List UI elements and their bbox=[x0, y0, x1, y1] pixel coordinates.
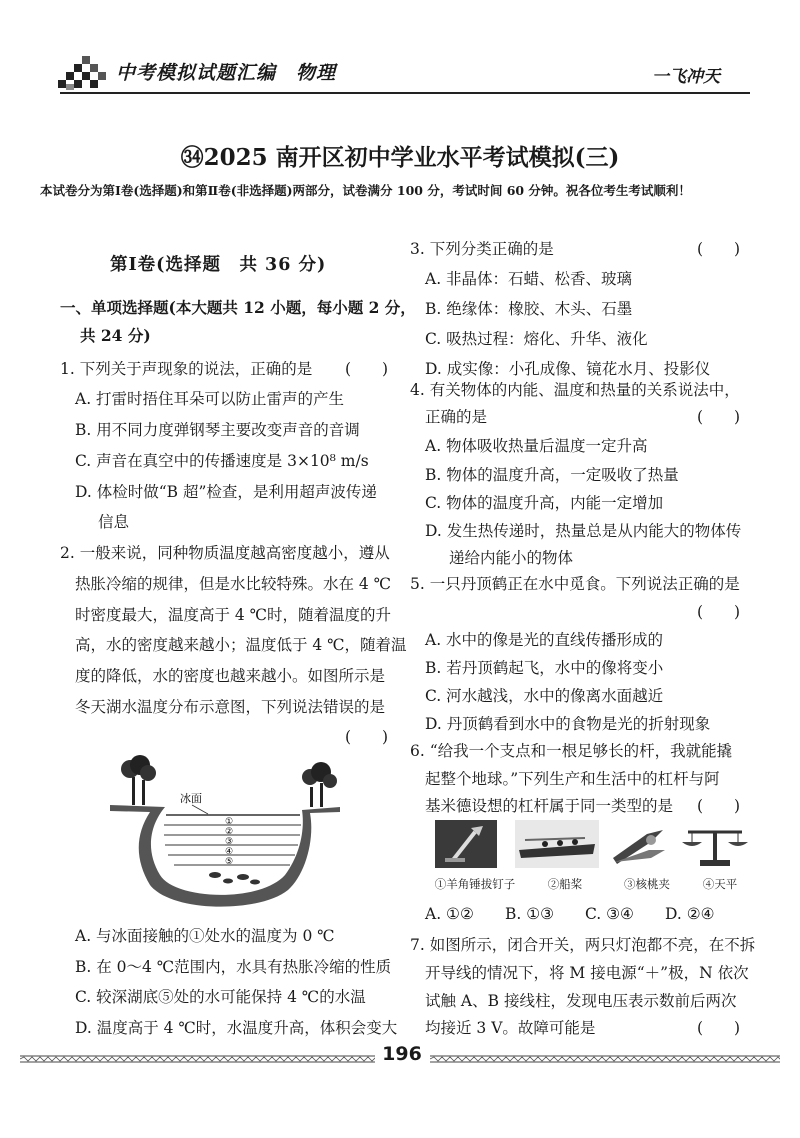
question-6-stem-line3: 基米德设想的杠杆属于同一类型的是 bbox=[425, 797, 674, 815]
question-7-stem-line1: 7. 如图所示，闭合开关，两只灯泡都不亮，在不拆 bbox=[410, 936, 756, 954]
q6-image-2-caption: ②船桨 bbox=[547, 877, 583, 891]
answer-paren-q4: ( ) bbox=[697, 408, 741, 426]
lake-temperature-figure bbox=[110, 755, 340, 910]
q3-option-b: B. 绝缘体：橡胶、木头、石墨 bbox=[425, 300, 633, 318]
question-7-stem-line3: 试触 A、B 接线柱，发现电压表示数前后两次 bbox=[425, 992, 737, 1010]
tree-right-icon bbox=[302, 762, 337, 807]
q3-option-c: C. 吸热过程：熔化、升华、液化 bbox=[425, 330, 648, 348]
q6-image-3-caption: ③核桃夹 bbox=[624, 877, 670, 891]
question-2-stem-line6: 冬天湖水温度分布示意图，下列说法错误的是 bbox=[75, 698, 386, 716]
section-heading: 第Ⅰ卷(选择题 共 36 分) bbox=[110, 255, 327, 275]
q4-option-d: D. 发生热传递时，热量总是从内能大的物体传 bbox=[425, 522, 742, 540]
q1-option-b: B. 用不同力度弹钢琴主要改变声音的音调 bbox=[75, 421, 360, 439]
question-7-stem-line4: 均接近 3 V。故障可能是 bbox=[425, 1019, 596, 1037]
q2-option-c: C. 较深湖底⑤处的水可能保持 4 ℃的水温 bbox=[75, 988, 366, 1006]
nutcracker-icon bbox=[607, 820, 669, 868]
layer-1-label: ① bbox=[224, 817, 234, 827]
question-2-stem-line4: 高，水的密度越来越小；温度低于 4 ℃，随着温 bbox=[75, 636, 407, 654]
question-2-stem-line2: 热胀冷缩的规律，但是水比较特殊。水在 4 ℃ bbox=[75, 575, 392, 593]
question-2-stem-line5: 度的降低，水的密度也越来越小。如图所示是 bbox=[75, 667, 386, 685]
q6-option-c: C. ③④ bbox=[585, 905, 634, 923]
q4-option-b: B. 物体的温度升高，一定吸收了热量 bbox=[425, 466, 679, 484]
q6-option-a: A. ①② bbox=[425, 905, 474, 923]
q6-image-4-caption: ④天平 bbox=[702, 877, 738, 891]
oar-image bbox=[515, 820, 590, 898]
claw-hammer-image bbox=[434, 820, 516, 898]
q4-option-c: C. 物体的温度升高，内能一定增加 bbox=[425, 494, 664, 512]
footer-border-right bbox=[430, 1055, 780, 1063]
q3-option-a: A. 非晶体：石蜡、松香、玻璃 bbox=[425, 270, 633, 288]
q5-option-c: C. 河水越浅，水中的像离水面越近 bbox=[425, 687, 664, 705]
q4-option-a: A. 物体吸收热量后温度一定升高 bbox=[425, 437, 648, 455]
q5-option-b: B. 若丹顶鹤起飞，水中的像将变小 bbox=[425, 659, 664, 677]
q5-option-d: D. 丹顶鹤看到水中的食物是光的折射现象 bbox=[425, 715, 711, 733]
boat-oar-icon bbox=[515, 820, 599, 868]
q1-option-d: D. 体检时做“B 超”检查，是利用超声波传递 bbox=[75, 483, 377, 501]
nutcracker-image bbox=[607, 820, 682, 898]
exam-title: ㉞2025 南开区初中学业水平考试模拟(三) bbox=[180, 144, 620, 171]
ice-surface-label: 冰面 bbox=[180, 793, 202, 805]
q3-option-d: D. 成实像：小孔成像、镜花水月、投影仪 bbox=[425, 360, 711, 378]
claw-hammer-icon bbox=[435, 820, 497, 868]
exam-notice: 本试卷分为第Ⅰ卷(选择题)和第Ⅱ卷(非选择题)两部分，试卷满分 100 分，考试时间 60 分钟。祝各位考生考试顺利！ bbox=[40, 183, 691, 198]
question-1-stem: 1. 下列关于声现象的说法，正确的是 bbox=[60, 360, 313, 378]
question-6-stem-line1: 6. “给我一个支点和一根足够长的杆，我就能撬 bbox=[410, 742, 733, 760]
layer-2-label: ② bbox=[224, 827, 234, 837]
question-4-stem-line1: 4. 有关物体的内能、温度和热量的关系说法中， bbox=[410, 381, 740, 399]
question-7-stem-line2: 开导线的情况下，将 M 接电源“＋”极，N 依次 bbox=[425, 964, 749, 982]
footer-border-left bbox=[20, 1055, 375, 1063]
header-checker-decoration bbox=[58, 56, 106, 92]
q2-option-b: B. 在 0～4 ℃范围内，水具有热胀冷缩的性质 bbox=[75, 958, 392, 976]
tree-left-icon bbox=[121, 755, 156, 805]
q6-option-d: D. ②④ bbox=[665, 905, 715, 923]
header-brand-logo: 一飞冲天 bbox=[652, 67, 720, 87]
q1-option-a: A. 打雷时捂住耳朵可以防止雷声的产生 bbox=[75, 390, 345, 408]
q6-image-1-caption: ①羊角锤拔钉子 bbox=[434, 877, 516, 891]
layer-4-label: ④ bbox=[224, 847, 234, 857]
q2-option-a: A. 与冰面接触的①处水的温度为 0 ℃ bbox=[75, 927, 335, 945]
question-4-stem-line2: 正确的是 bbox=[425, 408, 488, 426]
section-subheading-line1: 一、单项选择题(本大题共 12 小题，每小题 2 分， bbox=[60, 298, 416, 317]
layer-3-label: ③ bbox=[224, 837, 234, 847]
q5-option-a: A. 水中的像是光的直线传播形成的 bbox=[425, 631, 664, 649]
header-rule bbox=[60, 92, 750, 94]
answer-paren-q5: ( ) bbox=[697, 603, 741, 621]
layer-5-label: ⑤ bbox=[224, 857, 234, 867]
question-5-stem: 5. 一只丹顶鹤正在水中觅食。下列说法正确的是 bbox=[410, 575, 740, 593]
question-2-stem-line1: 2. 一般来说，同种物质温度越高密度越小，遵从 bbox=[60, 544, 390, 562]
answer-paren-q7: ( ) bbox=[697, 1019, 741, 1037]
answer-paren-q1: ( ) bbox=[345, 360, 389, 378]
q2-option-d: D. 温度高于 4 ℃时，水温度升高，体积会变大 bbox=[75, 1019, 398, 1037]
balance-scale-image bbox=[680, 820, 755, 898]
q6-lever-images bbox=[435, 820, 755, 898]
q1-option-c: C. 声音在真空中的传播速度是 3×10⁸ m/s bbox=[75, 452, 369, 470]
question-6-stem-line2: 起整个地球。”下列生产和生活中的杠杆与阿 bbox=[425, 770, 720, 788]
section-subheading-line2: 共 24 分) bbox=[80, 326, 151, 345]
balance-scale-icon bbox=[680, 820, 750, 868]
page-number: 196 bbox=[382, 1043, 422, 1065]
fish-icon bbox=[209, 872, 260, 885]
q4-option-d-cont: 递给内能小的物体 bbox=[449, 549, 574, 567]
answer-paren-q6: ( ) bbox=[697, 797, 741, 815]
answer-paren-q3: ( ) bbox=[697, 240, 741, 258]
question-2-stem-line3: 时密度最大，温度高于 4 ℃时，随着温度的升 bbox=[75, 606, 392, 624]
q6-option-b: B. ①③ bbox=[505, 905, 555, 923]
answer-paren-q2: ( ) bbox=[345, 728, 389, 746]
q1-option-d-cont: 信息 bbox=[98, 513, 130, 531]
header-series-title: 中考模拟试题汇编 物理 bbox=[116, 62, 337, 84]
question-3-stem: 3. 下列分类正确的是 bbox=[410, 240, 554, 258]
